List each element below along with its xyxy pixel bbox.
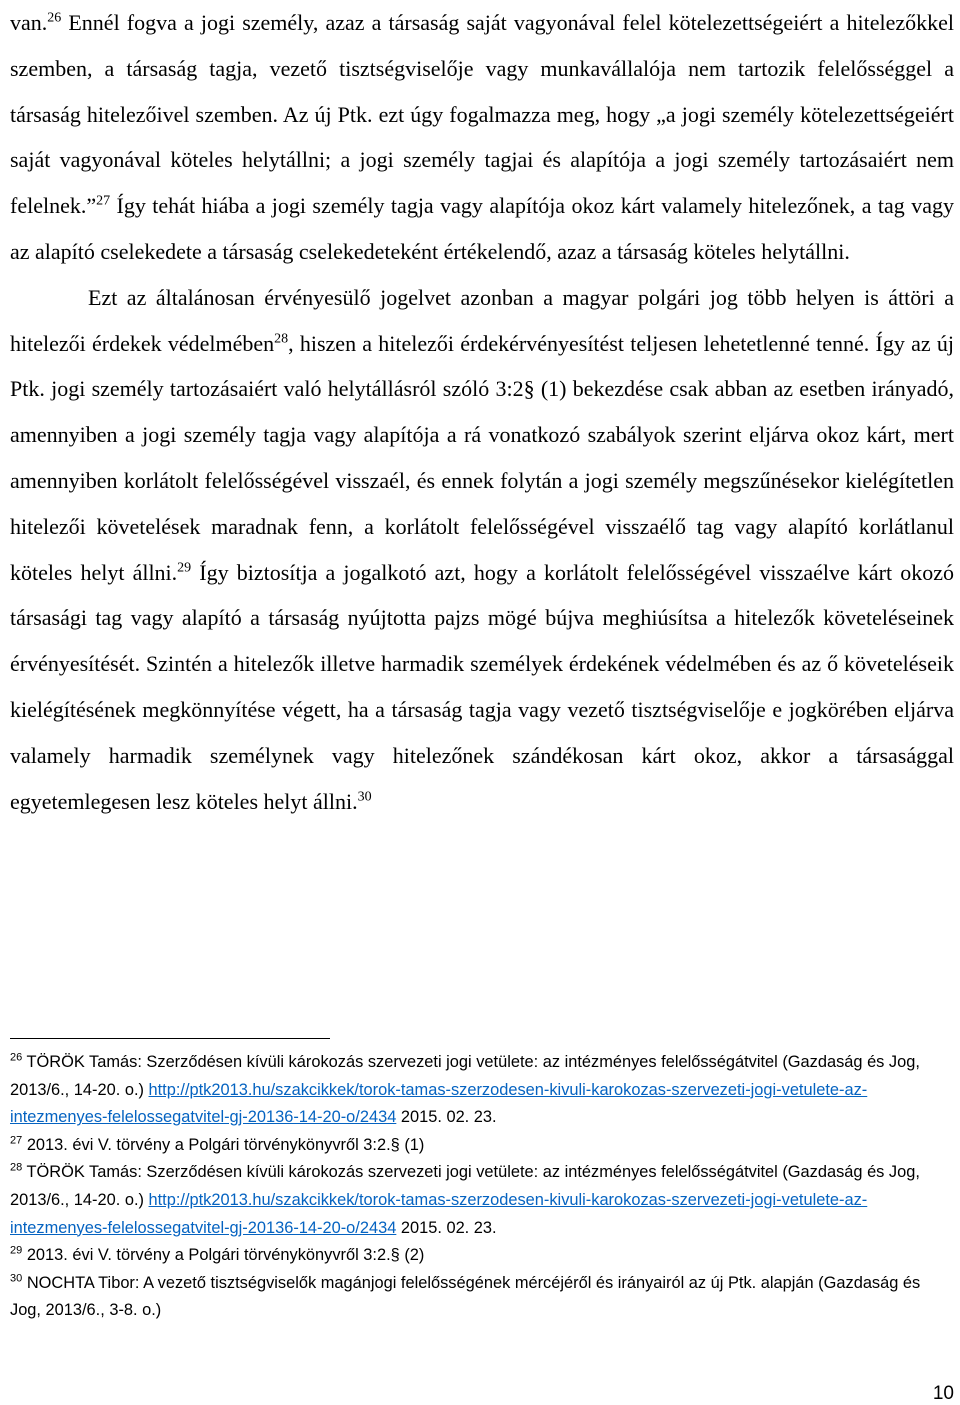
text-run: Ennél fogva a jogi személy, azaz a társaság saját vagyonával felel kötelezettségeiért a hitelezőkkel szemben, a társaság tagja, vezető tisztségviselője vagy munkavállalója nem tartozik felelősséggel a társaság hitelezőivel szemben. Az új Ptk. ezt úgy fogalmazza meg, hogy „a jogi személy kötelezettségeiért saját vagyonával köteles helytállni; a jogi személy tagjai és alapítója a jogi személy tartozásaiért nem felelnek.” bbox=[10, 10, 954, 219]
footnote-ref-29[interactable]: 29 bbox=[177, 560, 192, 576]
footnote-number: 28 bbox=[10, 1161, 23, 1174]
paragraph-1 bbox=[10, 0, 954, 275]
footnote-30 bbox=[10, 1270, 945, 1325]
footnote-28 bbox=[10, 1159, 945, 1242]
footnote-number: 27 bbox=[10, 1134, 23, 1147]
footnote-date: 2015. 02. 23. bbox=[396, 1218, 497, 1237]
footnote-text: TÖRÖK Tamás: Szerződésen kívüli károkozás szervezeti jogi vetülete: az intézményes felelősségátvitel (Gazdaság és Jog, 2013/6., 14-20. o.) bbox=[10, 1053, 920, 1099]
footnote-link[interactable]: http://ptk2013.hu/szakcikkek/torok-tamas-szerzodesen-kivuli-karokozas-szervezeti-jogi-vetulete-az-intezmenyes-felelossegatvitel-gj-20136-14-20-o/2434 bbox=[10, 1080, 868, 1127]
text-run: van. bbox=[10, 10, 48, 35]
page-number: 10 bbox=[932, 1383, 954, 1404]
text-run: Így tehát hiába a jogi személy tagja vagy alapítója okoz kárt valamely hitelezőnek, a tag vagy az alapító cselekedete a társaság cselekedeteként értékelendő, azaz a társaság köteles helytállni. bbox=[10, 193, 954, 264]
footnote-ref-30[interactable]: 30 bbox=[357, 789, 372, 805]
footnote-text: 2013. évi V. törvény a Polgári törvénykönyvről 3:2.§ (2) bbox=[26, 1246, 425, 1265]
footnote-number: 26 bbox=[10, 1051, 23, 1064]
text-run: Ezt az általánosan érvényesülő jogelvet azonban a magyar polgári jog több helyen is áttöri a hitelezői érdekek védelmében bbox=[10, 284, 954, 356]
footnote-text: 2013. évi V. törvény a Polgári törvénykönyvről 3:2.§ (1) bbox=[26, 1135, 425, 1154]
footnote-number: 30 bbox=[10, 1272, 23, 1285]
footnote-separator bbox=[10, 1038, 330, 1039]
footnote-29 bbox=[10, 1242, 945, 1270]
text-run: , hiszen a hitelezői érdekérvényesítést teljesen lehetetlenné tenné. Így az új Ptk. jogi személy tartozásaiért való helytállásról szóló 3:2§ (1) bekezdése csak abban az esetben irányadó, amennyiben a jogi személy tagja vagy alapítója a rá vonatkozó szabályok szerint eljárva okoz kárt, mert amennyiben korlátolt felelősségével visszaél, és ennek folytán a jogi személy megszűnésekor kielégítetlen hitelezői követelések maradnak fenn, a korlátolt felelősségével visszaélő tag vagy alapító korlátlanul köteles helyt állni. bbox=[10, 330, 954, 585]
footnote-link[interactable]: http://ptk2013.hu/szakcikkek/torok-tamas-szerzodesen-kivuli-karokozas-szervezeti-jogi-vetulete-az-intezmenyes-felelossegatvitel-gj-20136-14-20-o/2434 bbox=[10, 1190, 868, 1237]
footnote-text: TÖRÖK Tamás: Szerződésen kívüli károkozás szervezeti jogi vetülete: az intézményes felelősségátvitel (Gazdaság és Jog, 2013/6., 14-20. o.) bbox=[10, 1163, 920, 1209]
footnote-27 bbox=[10, 1132, 945, 1160]
body-text bbox=[10, 0, 954, 824]
footnotes bbox=[10, 1049, 945, 1325]
footnote-ref-27[interactable]: 27 bbox=[96, 193, 111, 209]
footnote-ref-28[interactable]: 28 bbox=[274, 331, 289, 347]
footnote-date: 2015. 02. 23. bbox=[396, 1108, 497, 1127]
footnote-ref-26[interactable]: 26 bbox=[47, 10, 62, 26]
footnote-text: NOCHTA Tibor: A vezető tisztségviselők magánjogi felelősségének mércéjéről és irányairól az új Ptk. alapján (Gazdaság és Jog, 2013/6., 3-8. o.) bbox=[10, 1273, 921, 1320]
text-run: Így biztosítja a jogalkotó azt, hogy a korlátolt felelősségével visszaélve kárt okozó társasági tag vagy alapító a társaság nyújtotta pajzs mögé bújva meghiúsítsa a hitelezők követeléseinek érvényesítését. Szintén a hitelezők illetve harmadik személyek érdekének védelmében és az ő követeléseik kielégítésének megkönnyítése végett, ha a társaság tagja vagy vezető tisztségviselője e jogkörében eljárva valamely harmadik személynek vagy hitelezőnek szándékosan kárt okoz, akkor a társasággal egyetemlegesen lesz köteles helyt állni. bbox=[10, 559, 954, 814]
footnote-number: 29 bbox=[10, 1244, 23, 1257]
footnote-26 bbox=[10, 1049, 945, 1132]
paragraph-2 bbox=[10, 275, 954, 825]
